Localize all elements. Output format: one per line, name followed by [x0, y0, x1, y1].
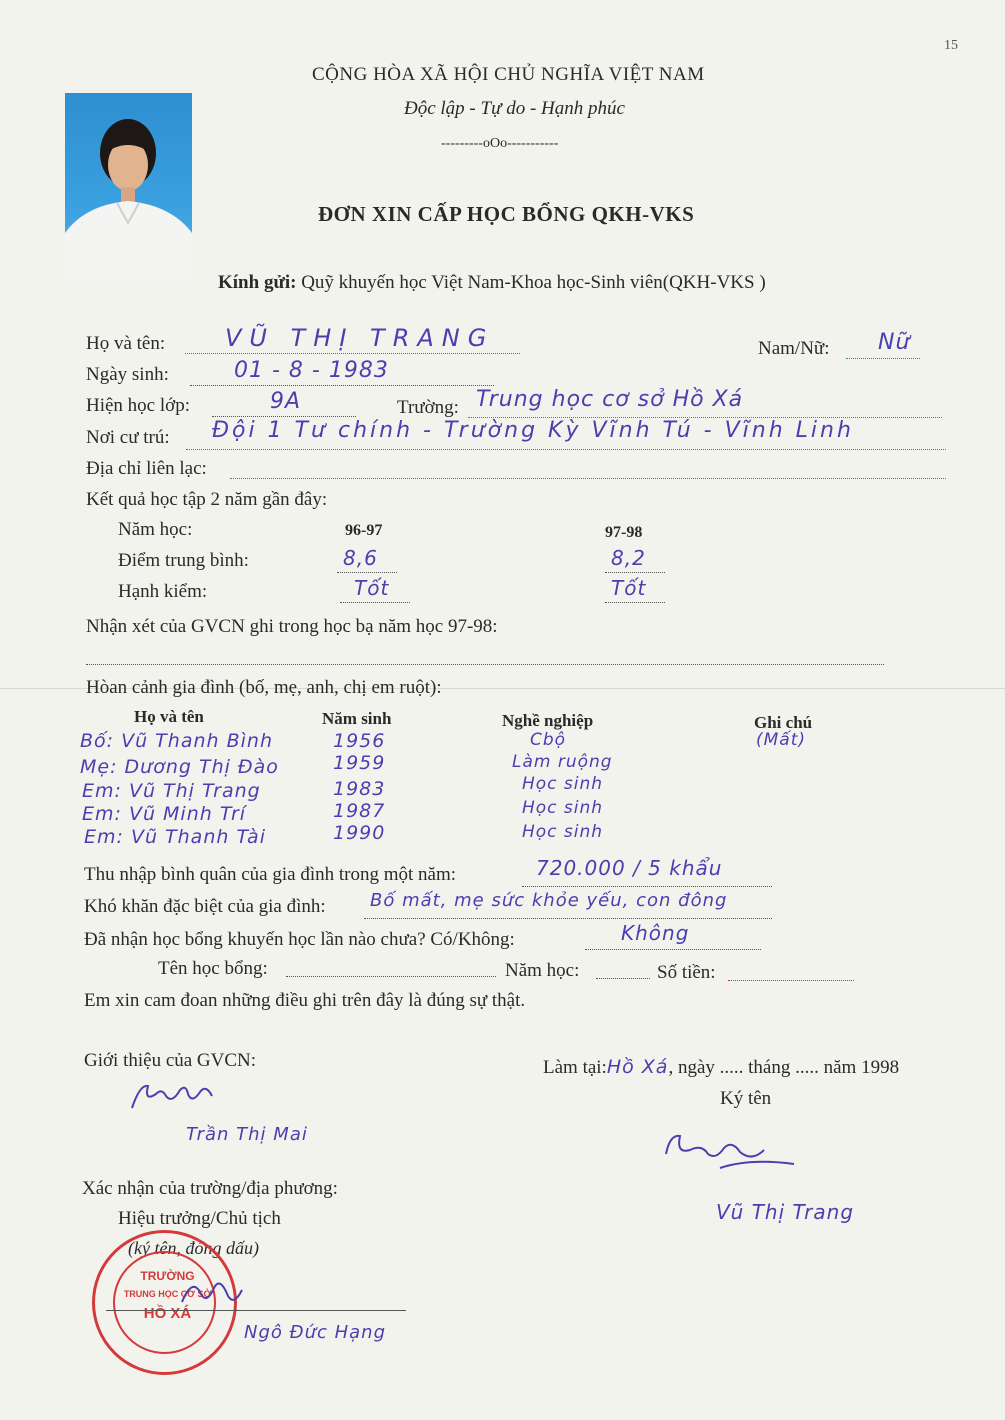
family-note-1: (Mất)	[756, 730, 807, 750]
student-photo	[65, 93, 192, 281]
year-2: 97-98	[605, 524, 643, 541]
contact-field[interactable]	[230, 458, 946, 479]
family-job-1: Cbộ	[530, 730, 567, 750]
family-name-3: Em: Vũ Thị Trang	[82, 780, 261, 802]
family-year-4: 1987	[333, 800, 386, 822]
teacher-signature	[126, 1074, 226, 1114]
family-name-4: Em: Vũ Minh Trí	[82, 803, 247, 825]
conduct-field-1[interactable]	[340, 576, 410, 603]
family-year-2: 1959	[333, 752, 386, 774]
gender-value: Nữ	[878, 330, 911, 355]
scholarship-name-label: Tên học bổng:	[158, 958, 268, 979]
family-name-1: Bố: Vũ Thanh Bình	[80, 730, 273, 752]
family-header-note: Ghi chú	[754, 713, 813, 732]
nation-heading: CỘNG HÒA XÃ HỘI CHỦ NGHĨA VIỆT NAM	[312, 64, 705, 85]
family-year-1: 1956	[333, 730, 386, 752]
scholarship-amount-label: Số tiền:	[657, 962, 716, 983]
confirm-note: (ký tên, đóng dấu)	[128, 1238, 259, 1258]
conduct-1: Tốt	[354, 576, 390, 600]
family-name-2: Mẹ: Dương Thị Đào	[80, 756, 279, 778]
teacher-comment-field[interactable]	[86, 648, 884, 665]
class-label: Hiện học lớp:	[86, 395, 190, 416]
scholarship-name-field[interactable]	[286, 958, 496, 977]
name-field[interactable]	[185, 324, 520, 354]
class-field[interactable]	[212, 389, 356, 417]
income-label: Thu nhập bình quân của gia đình trong một năm:	[84, 864, 457, 885]
family-year-5: 1990	[333, 822, 386, 844]
signer-name: Vũ Thị Trang	[716, 1200, 855, 1224]
page-number: 15	[944, 38, 958, 53]
residence-label: Nơi cư trú:	[86, 427, 170, 448]
family-job-2: Làm ruộng	[512, 752, 613, 772]
dob-label: Ngày sinh:	[86, 364, 169, 385]
avg-1: 8,6	[343, 546, 378, 570]
place-line	[543, 1056, 899, 1079]
stamp-top: TRƯỜNG	[140, 1269, 195, 1283]
principal-name: Ngô Đức Hạng	[244, 1322, 386, 1343]
avg-field-2[interactable]	[605, 546, 665, 573]
conduct-label: Hạnh kiểm:	[118, 581, 208, 602]
dob-field[interactable]	[190, 358, 494, 386]
income-field[interactable]	[522, 856, 772, 887]
confirm-label: Xác nhận của trường/địa phương:	[82, 1178, 338, 1199]
sign-label: Ký tên	[720, 1088, 772, 1109]
form-title: ĐƠN XIN CẤP HỌC BỔNG QKH-VKS	[318, 202, 695, 226]
dob-value: 01 - 8 - 1983	[234, 358, 389, 383]
received-field[interactable]	[585, 921, 761, 950]
family-job-4: Học sinh	[522, 798, 604, 818]
class-value: 9A	[270, 389, 302, 414]
residence-field[interactable]	[186, 418, 946, 450]
school-label: Trường:	[397, 397, 459, 418]
addressee-value: Quỹ khuyến học Việt Nam-Khoa học-Sinh viên(QKH-VKS )	[301, 272, 766, 293]
family-job-5: Học sinh	[522, 822, 604, 842]
difficulty-value: Bố mất, mẹ sức khỏe yếu, con đông	[370, 890, 728, 911]
results-title: Kết quả học tập 2 năm gần đây:	[86, 489, 328, 510]
gender-field[interactable]	[846, 330, 920, 359]
difficulty-label: Khó khăn đặc biệt của gia đình:	[84, 896, 326, 917]
family-header-job: Nghề nghiệp	[502, 711, 594, 730]
scholarship-year-field[interactable]	[596, 960, 650, 979]
place-label: Làm tại:	[543, 1057, 607, 1078]
family-name-5: Em: Vũ Thanh Tài	[84, 826, 266, 848]
scholarship-amount-field[interactable]	[728, 962, 854, 981]
name-label: Họ và tên:	[86, 333, 166, 354]
income-value: 720.000 / 5 khẩu	[536, 856, 723, 880]
difficulty-field[interactable]	[364, 890, 772, 919]
year-label: Năm học:	[118, 519, 193, 540]
school-field[interactable]	[468, 387, 942, 418]
student-signature	[660, 1124, 800, 1184]
family-header-name: Họ và tên	[134, 707, 204, 726]
residence-value: Đội 1 Tư chính - Trường Kỳ Vĩnh Tú - Vĩnh Linh	[212, 418, 854, 443]
addressee-label: Kính gửi:	[218, 272, 297, 293]
received-value: Không	[621, 921, 690, 945]
school-value: Trung học cơ sở Hồ Xá	[476, 387, 744, 412]
teacher-name: Trần Thị Mai	[186, 1124, 308, 1145]
received-label: Đã nhận học bổng khuyến học lần nào chưa? Có/Không:	[84, 929, 515, 950]
conduct-field-2[interactable]	[605, 576, 665, 603]
teacher-label: Giới thiệu của GVCN:	[84, 1050, 257, 1071]
pledge-text: Em xin cam đoan những điều ghi trên đây là đúng sự thật.	[84, 990, 526, 1011]
family-year-3: 1983	[333, 778, 386, 800]
avg-label: Điểm trung bình:	[118, 550, 249, 571]
stamp-mid: TRUNG HỌC CƠ SỞ	[123, 1289, 212, 1299]
family-job-3: Học sinh	[522, 774, 604, 794]
contact-label: Địa chỉ liên lạc:	[86, 458, 207, 479]
teacher-comment-label: Nhận xét của GVCN ghi trong học bạ năm học 97-98:	[86, 616, 498, 637]
family-header-year: Năm sinh	[322, 709, 392, 728]
date-text: , ngày ..... tháng ..... năm 1998	[668, 1057, 900, 1078]
principal-sign-line	[106, 1310, 406, 1311]
motto: Độc lập - Tự do - Hạnh phúc	[404, 98, 625, 119]
gender-label: Nam/Nữ:	[758, 338, 830, 359]
stamp-bottom: HỒ XÁ	[143, 1305, 192, 1322]
family-title: Hòan cảnh gia đình (bố, mẹ, anh, chị em ruột):	[86, 677, 442, 698]
confirm-role: Hiệu trưởng/Chủ tịch	[118, 1208, 281, 1229]
principal-signature	[178, 1272, 248, 1312]
addressee-line	[218, 272, 766, 294]
scholarship-year-label: Năm học:	[505, 960, 580, 981]
avg-2: 8,2	[611, 546, 646, 570]
avg-field-1[interactable]	[337, 546, 397, 573]
conduct-2: Tốt	[611, 576, 647, 600]
separator: ---------oOo-----------	[441, 136, 559, 151]
place-value: Hồ Xá	[606, 1056, 669, 1078]
name-value: VŨ THỊ TRANG	[225, 324, 495, 352]
year-1: 96-97	[345, 522, 383, 539]
